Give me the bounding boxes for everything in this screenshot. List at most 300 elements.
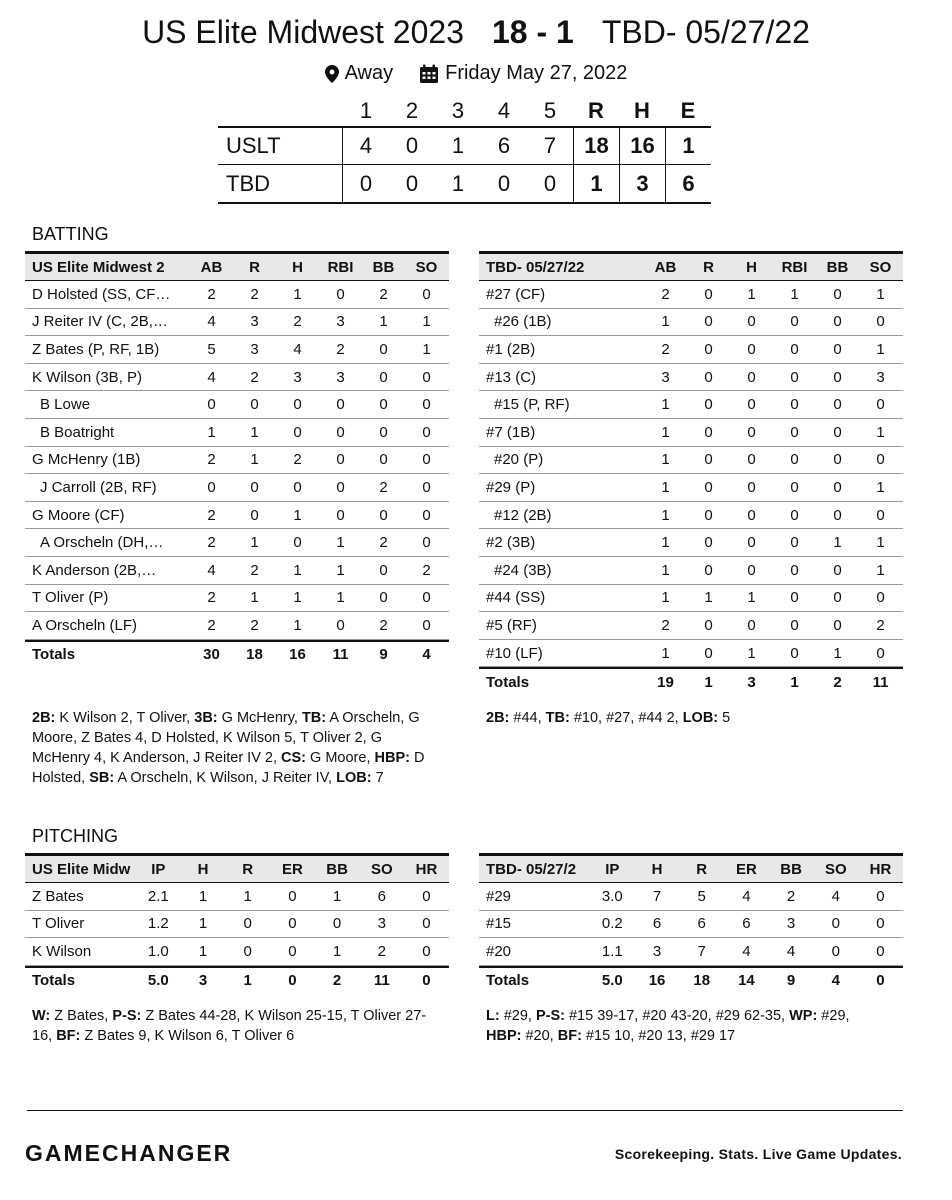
stat-cell: 0 — [250, 396, 259, 414]
stat-cell: 0 — [747, 478, 756, 496]
team-column-header: US Elite Midwest 2 — [32, 258, 165, 276]
pitcher-name: #15 — [486, 915, 512, 933]
stat-total: 1 — [790, 673, 799, 691]
stat-cell: 0 — [704, 368, 713, 386]
stat-cell: 1 — [876, 340, 885, 358]
stat-cell: 2 — [661, 340, 670, 358]
stat-column-header: BB — [780, 860, 802, 878]
stat-cell: 6 — [652, 915, 662, 933]
stat-cell: 1 — [661, 506, 670, 524]
inning-score: 0 — [405, 133, 419, 158]
stat-cell: 1 — [243, 887, 252, 905]
stat-cell: 1 — [336, 534, 345, 552]
stat-cell: 0 — [336, 616, 345, 634]
stat-cell: 0 — [422, 887, 431, 905]
stat-cell: 0 — [243, 942, 252, 960]
hits-total: 16 — [619, 128, 665, 164]
errors-total: 6 — [665, 165, 711, 202]
stat-cell: 0 — [422, 368, 431, 386]
stat-cell: 0 — [288, 887, 297, 905]
table-row — [25, 309, 449, 337]
stat-cell: 1 — [332, 887, 342, 905]
opponent-name: TBD- 05/27/22 — [601, 14, 810, 50]
linescore-row-away — [218, 165, 711, 202]
stat-column-header: R — [249, 258, 260, 276]
linescore-team: USLT — [218, 128, 343, 164]
stat-cell: 0 — [833, 368, 842, 386]
table-row — [25, 502, 449, 530]
stat-column-header: SO — [824, 860, 847, 878]
note-label: L: — [486, 1008, 500, 1024]
stat-total: 18 — [693, 972, 711, 990]
stat-cell: 0 — [831, 942, 840, 960]
stat-column-header: H — [292, 258, 303, 276]
stat-cell: 0 — [379, 506, 388, 524]
stat-total: 9 — [786, 972, 796, 990]
note-text: G Moore, — [306, 750, 375, 766]
stat-column-header: IP — [605, 860, 620, 878]
stat-cell: 1 — [661, 534, 670, 552]
game-info — [0, 62, 952, 85]
stat-total: 11 — [872, 673, 889, 691]
stat-cell: 0 — [833, 285, 842, 303]
stat-cell: 0 — [876, 644, 885, 662]
stat-column-header: SO — [869, 258, 892, 276]
stat-cell: 0 — [833, 589, 842, 607]
stat-cell: 0 — [747, 506, 756, 524]
stat-cell: 2 — [377, 942, 386, 960]
stat-cell: 1 — [747, 285, 756, 303]
inning-score: 1 — [451, 170, 465, 196]
stat-cell: 0 — [704, 644, 713, 662]
stat-total: 30 — [203, 646, 220, 664]
note-text: G McHenry, — [217, 710, 302, 726]
pitching-section-title: PITCHING — [32, 826, 119, 846]
stat-cell: 0 — [704, 285, 713, 303]
stat-cell: 7 — [697, 942, 706, 960]
note-text: Z Bates 9, K Wilson 6, T Oliver 6 — [80, 1028, 295, 1044]
stat-cell: 0 — [336, 506, 345, 524]
note-label: 3B: — [194, 710, 218, 726]
stat-cell: 0 — [336, 478, 345, 496]
note-label: P-S: — [535, 1008, 565, 1024]
stat-cell: 0 — [747, 561, 756, 579]
stat-cell: 1 — [198, 887, 208, 905]
stat-cell: 0 — [790, 534, 799, 552]
batting-notes-away — [486, 708, 886, 728]
linescore-header — [218, 96, 711, 126]
player-name: #24 (3B) — [494, 561, 552, 579]
stat-column-header: RBI — [781, 258, 808, 276]
pitcher-name: Z Bates — [32, 887, 84, 905]
game-title — [0, 14, 952, 51]
note-label: TB: — [545, 710, 570, 726]
stat-cell: 0 — [293, 396, 302, 414]
player-name: A Orscheln (DH,… — [40, 534, 164, 552]
team-column-header: TBD- 05/27/22 — [486, 258, 585, 276]
inning-score: 0 — [497, 170, 511, 196]
stat-cell: 4 — [831, 887, 840, 905]
note-label: BF: — [56, 1028, 81, 1044]
stat-cell: 2 — [207, 534, 216, 552]
stat-cell: 2 — [422, 561, 431, 579]
stat-cell: 0 — [876, 589, 885, 607]
table-row — [25, 585, 449, 613]
note-text: K Wilson 2, T Oliver, — [55, 710, 195, 726]
note-text: D Holsted, — [32, 750, 425, 786]
stat-cell: 0 — [379, 423, 388, 441]
stat-cell: 0 — [293, 534, 302, 552]
note-label: HBP: — [486, 1028, 522, 1044]
table-row — [479, 419, 903, 447]
stat-cell: 1 — [661, 644, 670, 662]
table-row — [25, 281, 449, 309]
stat-cell: 0 — [876, 313, 885, 331]
runs-label: R — [588, 98, 604, 123]
pitcher-name: T Oliver — [32, 915, 85, 933]
stat-cell: 1 — [661, 561, 670, 579]
stat-cell: 0 — [379, 589, 388, 607]
runs-total: 1 — [573, 165, 619, 202]
stat-cell: 0 — [790, 506, 799, 524]
stat-column-header: HR — [869, 860, 892, 878]
stat-cell: 0 — [422, 915, 431, 933]
stat-cell: 1 — [332, 942, 342, 960]
inning-score: 0 — [543, 170, 557, 196]
stat-cell: 1.0 — [147, 942, 169, 960]
table-row — [479, 391, 903, 419]
stat-total: 14 — [738, 972, 755, 990]
table-row — [25, 447, 449, 475]
note-label: HBP: — [374, 750, 410, 766]
stat-cell: 0 — [704, 451, 713, 469]
stat-cell: 1 — [833, 534, 842, 552]
stat-total: 0 — [422, 972, 431, 990]
stat-column-header: BB — [372, 258, 395, 276]
stat-cell: 0 — [422, 506, 431, 524]
stat-cell: 0 — [790, 423, 799, 441]
totals-row — [479, 667, 903, 695]
stat-cell: 1 — [250, 451, 259, 469]
stat-cell: 3 — [336, 313, 345, 331]
stat-cell: 2 — [379, 478, 388, 496]
table-header — [25, 853, 449, 883]
stat-cell: 0 — [790, 451, 799, 469]
hits-total: 3 — [619, 165, 665, 202]
stat-cell: 0 — [833, 478, 842, 496]
stat-cell: 2 — [786, 887, 796, 905]
stat-cell: 6 — [742, 915, 751, 933]
stat-column-header: BB — [326, 860, 348, 878]
stat-cell: 1 — [661, 451, 670, 469]
inning-label: 5 — [543, 98, 557, 123]
note-text: A Orscheln, K Wilson, J Reiter IV, — [114, 770, 337, 786]
player-name: #10 (LF) — [486, 644, 543, 662]
totals-row — [25, 966, 449, 994]
stat-cell: 0 — [704, 561, 713, 579]
stat-column-header: H — [746, 258, 757, 276]
stat-total: 5.0 — [147, 972, 169, 990]
linescore — [218, 96, 711, 204]
stat-cell: 0 — [293, 478, 302, 496]
stat-column-header: AB — [654, 258, 677, 276]
table-row — [479, 883, 903, 911]
player-name: Z Bates (P, RF, 1B) — [32, 340, 160, 358]
stat-cell: 3 — [250, 313, 259, 331]
totals-label: Totals — [32, 972, 76, 990]
table-row — [25, 938, 449, 966]
stat-cell: 3 — [652, 942, 662, 960]
stat-total: 18 — [246, 646, 263, 664]
stat-cell: 0 — [790, 478, 799, 496]
stat-cell: 0 — [704, 534, 713, 552]
note-label: LOB: — [336, 770, 372, 786]
stat-cell: 2 — [250, 616, 259, 634]
stat-cell: 4 — [207, 561, 216, 579]
note-text: #29, — [499, 1008, 536, 1024]
stat-cell: 1.2 — [147, 915, 169, 933]
stat-column-header: IP — [151, 860, 166, 878]
stat-cell: 2 — [250, 561, 259, 579]
stat-total: 4 — [422, 646, 431, 664]
inning-label: 3 — [451, 98, 465, 123]
stat-cell: 2 — [661, 616, 670, 634]
stat-cell: 6 — [377, 887, 386, 905]
runs-total: 18 — [573, 128, 619, 164]
stat-cell: 2 — [379, 534, 388, 552]
stat-cell: 2 — [207, 589, 216, 607]
note-text: #44, — [509, 710, 546, 726]
note-text: #15 10, #20 13, #29 17 — [581, 1028, 736, 1044]
stat-cell: 3 — [293, 368, 302, 386]
note-text: 7 — [371, 770, 384, 786]
stat-cell: 0 — [250, 506, 259, 524]
table-row — [25, 391, 449, 419]
stat-cell: 2 — [207, 616, 216, 634]
stat-cell: 5 — [207, 340, 216, 358]
stat-cell: 0 — [747, 534, 756, 552]
note-label: 2B: — [32, 710, 56, 726]
stat-cell: 1 — [198, 915, 208, 933]
stat-cell: 2.1 — [147, 887, 169, 905]
table-row — [25, 529, 449, 557]
stat-column-header: R — [242, 860, 254, 878]
batting-notes-home — [32, 708, 432, 788]
stat-cell: 3 — [661, 368, 670, 386]
stat-column-header: ER — [281, 860, 303, 878]
batting-section-title: BATTING — [32, 224, 109, 244]
stat-total: 16 — [289, 646, 306, 664]
footer-divider — [27, 1110, 903, 1111]
table-header — [479, 251, 903, 281]
stat-cell: 0 — [293, 423, 302, 441]
inning-score: 6 — [497, 133, 511, 158]
player-name: #29 (P) — [486, 478, 536, 496]
hits-label: H — [634, 98, 650, 123]
table-header — [25, 251, 449, 281]
stat-cell: 0 — [422, 942, 431, 960]
table-row — [25, 557, 449, 585]
stat-column-header: HR — [415, 860, 438, 878]
player-name: #20 (P) — [494, 451, 544, 469]
stat-total: 11 — [373, 972, 390, 990]
stat-cell: 3 — [876, 368, 885, 386]
stat-cell: 4 — [293, 340, 302, 358]
stat-cell: 1 — [661, 313, 670, 331]
inning-label: 4 — [497, 98, 511, 123]
stat-cell: 1 — [198, 942, 208, 960]
stat-cell: 3 — [786, 915, 796, 933]
stat-cell: 1 — [250, 589, 259, 607]
stat-cell: 1 — [250, 534, 259, 552]
player-name: #1 (2B) — [486, 340, 536, 358]
stat-cell: 0 — [704, 478, 713, 496]
stat-cell: 0 — [833, 561, 842, 579]
note-label: P-S: — [112, 1008, 142, 1024]
note-label: CS: — [281, 750, 307, 766]
pitcher-name: #20 — [486, 942, 512, 960]
stat-cell: 2 — [207, 506, 216, 524]
stat-cell: 0 — [422, 589, 431, 607]
stat-column-header: RBI — [327, 258, 354, 276]
stat-cell: 1 — [876, 285, 885, 303]
stat-cell: 0 — [704, 506, 713, 524]
note-label: W: — [32, 1008, 51, 1024]
player-name: K Wilson (3B, P) — [32, 368, 143, 386]
totals-row — [479, 966, 903, 994]
brand-logo: GAMECHANGER — [25, 1140, 233, 1166]
table-row — [25, 911, 449, 939]
stat-total: 1 — [704, 673, 713, 691]
player-name: G McHenry (1B) — [32, 451, 141, 469]
stat-cell: 0 — [422, 478, 431, 496]
inning-score: 0 — [359, 170, 373, 196]
game-location: Away — [344, 62, 394, 84]
table-row — [25, 419, 449, 447]
note-label: TB: — [301, 710, 327, 726]
stat-cell: 2 — [207, 285, 216, 303]
stat-total: 2 — [833, 673, 842, 691]
table-row — [479, 474, 903, 502]
location-pin-icon — [325, 65, 339, 83]
table-row — [25, 336, 449, 364]
inning-score: 0 — [405, 170, 419, 196]
pitching-table-home — [25, 853, 449, 993]
totals-label: Totals — [486, 972, 530, 990]
stat-total: 2 — [332, 972, 342, 990]
table-row — [25, 883, 449, 911]
stat-cell: 0 — [332, 915, 342, 933]
stat-cell: 1 — [876, 561, 885, 579]
player-name: A Orscheln (LF) — [32, 616, 138, 634]
stat-cell: 0 — [833, 423, 842, 441]
stat-cell: 0 — [876, 887, 885, 905]
stat-cell: 1 — [661, 423, 670, 441]
table-row — [479, 336, 903, 364]
stat-cell: 1 — [876, 423, 885, 441]
stat-column-header: BB — [826, 258, 849, 276]
inning-label: 1 — [359, 98, 373, 123]
stat-cell: 1 — [293, 506, 302, 524]
stat-cell: 6 — [697, 915, 706, 933]
stat-cell: 1 — [293, 561, 302, 579]
note-text: #15 39-17, #20 43-20, #29 62-35, — [564, 1008, 790, 1024]
stat-total: 16 — [648, 972, 666, 990]
note-label: LOB: — [682, 710, 719, 726]
note-label: BF: — [557, 1028, 582, 1044]
player-name: #2 (3B) — [486, 534, 536, 552]
note-label: WP: — [789, 1008, 818, 1024]
table-row — [25, 612, 449, 640]
stat-cell: 1 — [293, 616, 302, 634]
stat-cell: 1 — [336, 561, 345, 579]
note-text: #20, — [521, 1028, 558, 1044]
stat-column-header: H — [197, 860, 209, 878]
inning-label: 2 — [405, 98, 419, 123]
stat-cell: 1 — [250, 423, 259, 441]
player-name: #12 (2B) — [494, 506, 552, 524]
game-date: Friday May 27, 2022 — [445, 62, 628, 84]
stat-cell: 2 — [661, 285, 670, 303]
stat-cell: 1 — [747, 644, 756, 662]
table-row — [479, 557, 903, 585]
note-label: SB: — [89, 770, 115, 786]
table-row — [479, 447, 903, 475]
table-row — [479, 281, 903, 309]
totals-label: Totals — [486, 673, 530, 691]
stat-cell: 4 — [786, 942, 796, 960]
stat-cell: 0 — [207, 478, 216, 496]
stat-cell: 4 — [207, 368, 216, 386]
pitcher-name: #29 — [486, 887, 512, 905]
stat-cell: 2 — [876, 616, 885, 634]
stat-cell: 0 — [379, 561, 388, 579]
batting-table-home — [25, 251, 449, 667]
stat-cell: 1 — [422, 313, 431, 331]
player-name: #13 (C) — [486, 368, 537, 386]
stat-column-header: R — [703, 258, 714, 276]
stat-cell: 7 — [652, 887, 662, 905]
stat-cell: 0 — [704, 396, 713, 414]
inning-score: 4 — [359, 133, 373, 158]
stat-cell: 0 — [747, 451, 756, 469]
stat-column-header: SO — [370, 860, 393, 878]
note-label: 2B: — [486, 710, 510, 726]
stat-total: 0 — [876, 972, 885, 990]
stat-cell: 3.0 — [601, 887, 623, 905]
stat-cell: 1 — [293, 285, 302, 303]
stat-cell: 0 — [207, 396, 216, 414]
stat-cell: 0 — [422, 423, 431, 441]
batting-table-away — [479, 251, 903, 695]
stat-cell: 2 — [293, 451, 302, 469]
stat-cell: 0 — [747, 313, 756, 331]
stat-cell: 3 — [336, 368, 345, 386]
stat-cell: 4 — [742, 887, 751, 905]
stat-column-header: H — [651, 860, 663, 878]
player-name: B Boatright — [40, 423, 115, 441]
stat-cell: 0 — [790, 589, 799, 607]
totals-label: Totals — [32, 646, 76, 664]
table-header — [479, 853, 903, 883]
stat-cell: 0 — [422, 396, 431, 414]
final-score: 18 - 1 — [491, 14, 574, 50]
note-text: #10, #27, #44 2, — [569, 710, 683, 726]
stat-cell: 1 — [422, 340, 431, 358]
player-name: #7 (1B) — [486, 423, 536, 441]
player-name: #15 (P, RF) — [494, 396, 570, 414]
stat-column-header: ER — [735, 860, 757, 878]
